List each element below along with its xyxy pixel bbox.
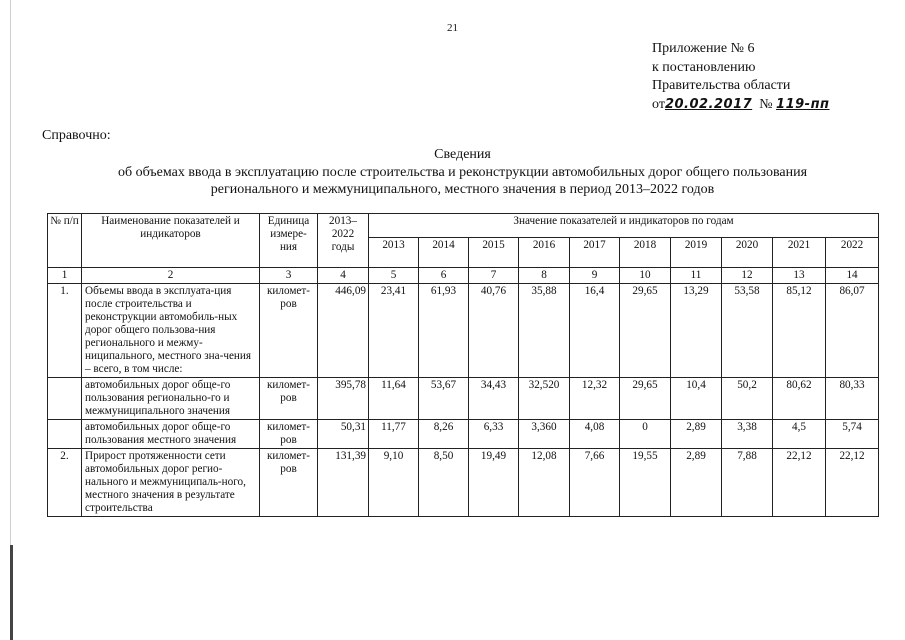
header-year: 2019 <box>671 238 722 268</box>
document-title <box>60 146 865 199</box>
row-value: 3,38 <box>722 420 773 449</box>
row-value: 35,88 <box>519 284 570 378</box>
title-line-1: Сведения <box>434 147 491 162</box>
column-number: 7 <box>469 268 519 284</box>
row-unit: километ-ров <box>260 378 318 420</box>
header-year: 2017 <box>570 238 620 268</box>
appendix-date: 20.02.2017 <box>664 96 753 112</box>
row-value: 19,49 <box>469 449 519 517</box>
row-value: 50,2 <box>722 378 773 420</box>
table-row <box>48 378 879 420</box>
table-row <box>48 420 879 449</box>
row-value: 16,4 <box>570 284 620 378</box>
row-total: 446,09 <box>318 284 369 378</box>
header-year: 2022 <box>826 238 879 268</box>
column-number: 1 <box>48 268 82 284</box>
row-name: Объемы ввода в эксплуата-ция после строительства и реконструкции автомобиль-ных дорог общего пользова-ния регионального и межму-ниципального, местного зна-чения – всего, в том числе: <box>82 284 260 378</box>
column-number: 11 <box>671 268 722 284</box>
row-value: 12,32 <box>570 378 620 420</box>
row-value: 2,89 <box>671 449 722 517</box>
table-row <box>48 284 879 378</box>
header-year: 2013 <box>369 238 419 268</box>
header-year: 2021 <box>773 238 826 268</box>
row-total: 131,39 <box>318 449 369 517</box>
page-number: 21 <box>447 22 458 34</box>
header-year: 2015 <box>469 238 519 268</box>
row-name: автомобильных дорог обще-го пользования регионально-го и межмуниципального значения <box>82 378 260 420</box>
row-value: 13,29 <box>671 284 722 378</box>
header-year: 2020 <box>722 238 773 268</box>
row-value: 8,26 <box>419 420 469 449</box>
row-unit: километ-ров <box>260 420 318 449</box>
column-number: 5 <box>369 268 419 284</box>
column-number: 3 <box>260 268 318 284</box>
row-value: 40,76 <box>469 284 519 378</box>
column-number: 2 <box>82 268 260 284</box>
row-unit: километ-ров <box>260 284 318 378</box>
row-unit: километ-ров <box>260 449 318 517</box>
row-value: 0 <box>620 420 671 449</box>
row-value: 4,5 <box>773 420 826 449</box>
title-line-2: об объемах ввода в эксплуатацию после строительства и реконструкции автомобильных дорог общего пользования <box>117 164 808 180</box>
header-row-1 <box>48 214 879 238</box>
row-value: 10,4 <box>671 378 722 420</box>
row-value: 29,65 <box>620 378 671 420</box>
header-num: № п/п <box>48 214 82 268</box>
row-value: 6,33 <box>469 420 519 449</box>
appendix-block <box>652 40 830 114</box>
row-value: 11,64 <box>369 378 419 420</box>
row-name: Прирост протяженности сети автомобильных дорог регио-нального и межмуниципаль-ного, местного значения в результате строительства <box>82 449 260 517</box>
row-value: 7,88 <box>722 449 773 517</box>
row-value: 53,67 <box>419 378 469 420</box>
row-value: 19,55 <box>620 449 671 517</box>
header-years-group: Значение показателей и индикаторов по годам <box>369 214 879 238</box>
row-value: 4,08 <box>570 420 620 449</box>
header-year: 2016 <box>519 238 570 268</box>
appendix-number: 119-пп <box>776 96 830 112</box>
header-year: 2014 <box>419 238 469 268</box>
row-value: 2,89 <box>671 420 722 449</box>
header-year: 2018 <box>620 238 671 268</box>
column-number: 14 <box>826 268 879 284</box>
appendix-line-3: Правительства области <box>652 78 791 93</box>
row-num: 2. <box>48 449 82 517</box>
row-value: 80,33 <box>826 378 879 420</box>
column-number: 8 <box>519 268 570 284</box>
row-value: 8,50 <box>419 449 469 517</box>
header-total: 2013–2022 годы <box>318 214 369 268</box>
row-value: 23,41 <box>369 284 419 378</box>
row-num: 1. <box>48 284 82 378</box>
row-total: 395,78 <box>318 378 369 420</box>
column-numbers-row <box>48 268 879 284</box>
scan-edge-line <box>10 0 11 640</box>
row-num <box>48 420 82 449</box>
column-number: 6 <box>419 268 469 284</box>
appendix-line-2: к постановлению <box>652 59 756 75</box>
appendix-date-line <box>652 96 830 115</box>
column-number: 9 <box>570 268 620 284</box>
header-name: Наименование показателей и индикаторов <box>82 214 260 268</box>
row-value: 34,43 <box>469 378 519 420</box>
row-value: 12,08 <box>519 449 570 517</box>
row-value: 29,65 <box>620 284 671 378</box>
row-value: 22,12 <box>826 449 879 517</box>
column-number: 13 <box>773 268 826 284</box>
header-unit: Единица измере-ния <box>260 214 318 268</box>
row-value: 85,12 <box>773 284 826 378</box>
row-value: 22,12 <box>773 449 826 517</box>
row-num <box>48 378 82 420</box>
row-value: 86,07 <box>826 284 879 378</box>
row-total: 50,31 <box>318 420 369 449</box>
row-value: 5,74 <box>826 420 879 449</box>
scan-edge-shadow <box>10 545 13 640</box>
row-value: 53,58 <box>722 284 773 378</box>
row-name: автомобильных дорог обще-го пользования местного значения <box>82 420 260 449</box>
table-row <box>48 449 879 517</box>
column-number: 12 <box>722 268 773 284</box>
appendix-number-label: № <box>759 96 773 112</box>
row-value: 3,360 <box>519 420 570 449</box>
row-value: 61,93 <box>419 284 469 378</box>
row-value: 11,77 <box>369 420 419 449</box>
row-value: 80,62 <box>773 378 826 420</box>
column-number: 10 <box>620 268 671 284</box>
indicators-table <box>47 213 879 517</box>
row-value: 32,520 <box>519 378 570 420</box>
column-number: 4 <box>318 268 369 284</box>
title-line-3: регионального и межмуниципального, местного значения в период 2013–2022 годов <box>210 182 715 197</box>
reference-label: Справочно: <box>42 128 111 143</box>
row-value: 7,66 <box>570 449 620 517</box>
row-value: 9,10 <box>369 449 419 517</box>
appendix-from-label: от <box>652 96 665 112</box>
appendix-line-1: Приложение № 6 <box>652 41 755 56</box>
